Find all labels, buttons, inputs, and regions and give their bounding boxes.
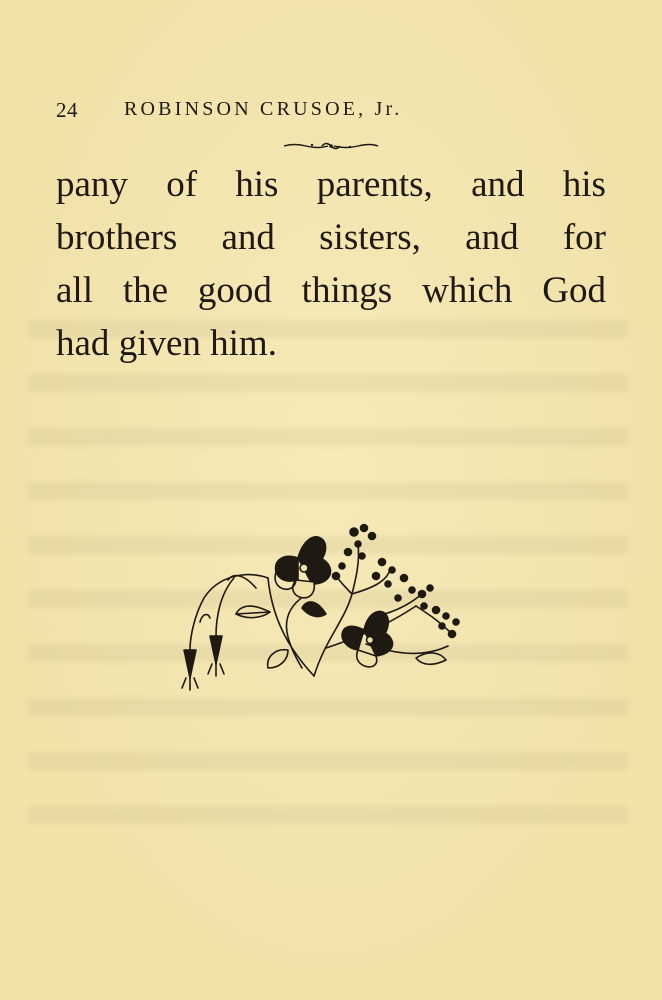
word: for (562, 217, 606, 258)
word: good (197, 270, 272, 311)
word: all (56, 270, 93, 311)
text-line-1 (56, 158, 606, 211)
word: which (421, 270, 513, 311)
word: his (235, 164, 279, 205)
text-line-3 (56, 264, 606, 317)
word: things (301, 270, 393, 311)
word: the (122, 270, 169, 311)
floral-vignette-icon (176, 518, 466, 696)
text-line-4 (56, 317, 606, 370)
word: God (542, 270, 606, 311)
word: him. (210, 323, 277, 364)
word: brothers (56, 217, 178, 258)
word: pany (56, 164, 128, 205)
running-header (56, 98, 542, 128)
word: his (562, 164, 606, 205)
word: given (118, 323, 201, 364)
ornamental-rule-icon (282, 140, 380, 152)
word: had (56, 323, 110, 364)
word: and (465, 217, 519, 258)
word: of (166, 164, 198, 205)
word: sisters, (319, 217, 421, 258)
word: parents, (316, 164, 433, 205)
body-text (56, 158, 606, 370)
text-line-2 (56, 211, 606, 264)
word: and (471, 164, 525, 205)
word: and (221, 217, 275, 258)
page-number: 24 (56, 98, 78, 122)
running-title: ROBINSON CRUSOE, Jr. (124, 98, 403, 120)
